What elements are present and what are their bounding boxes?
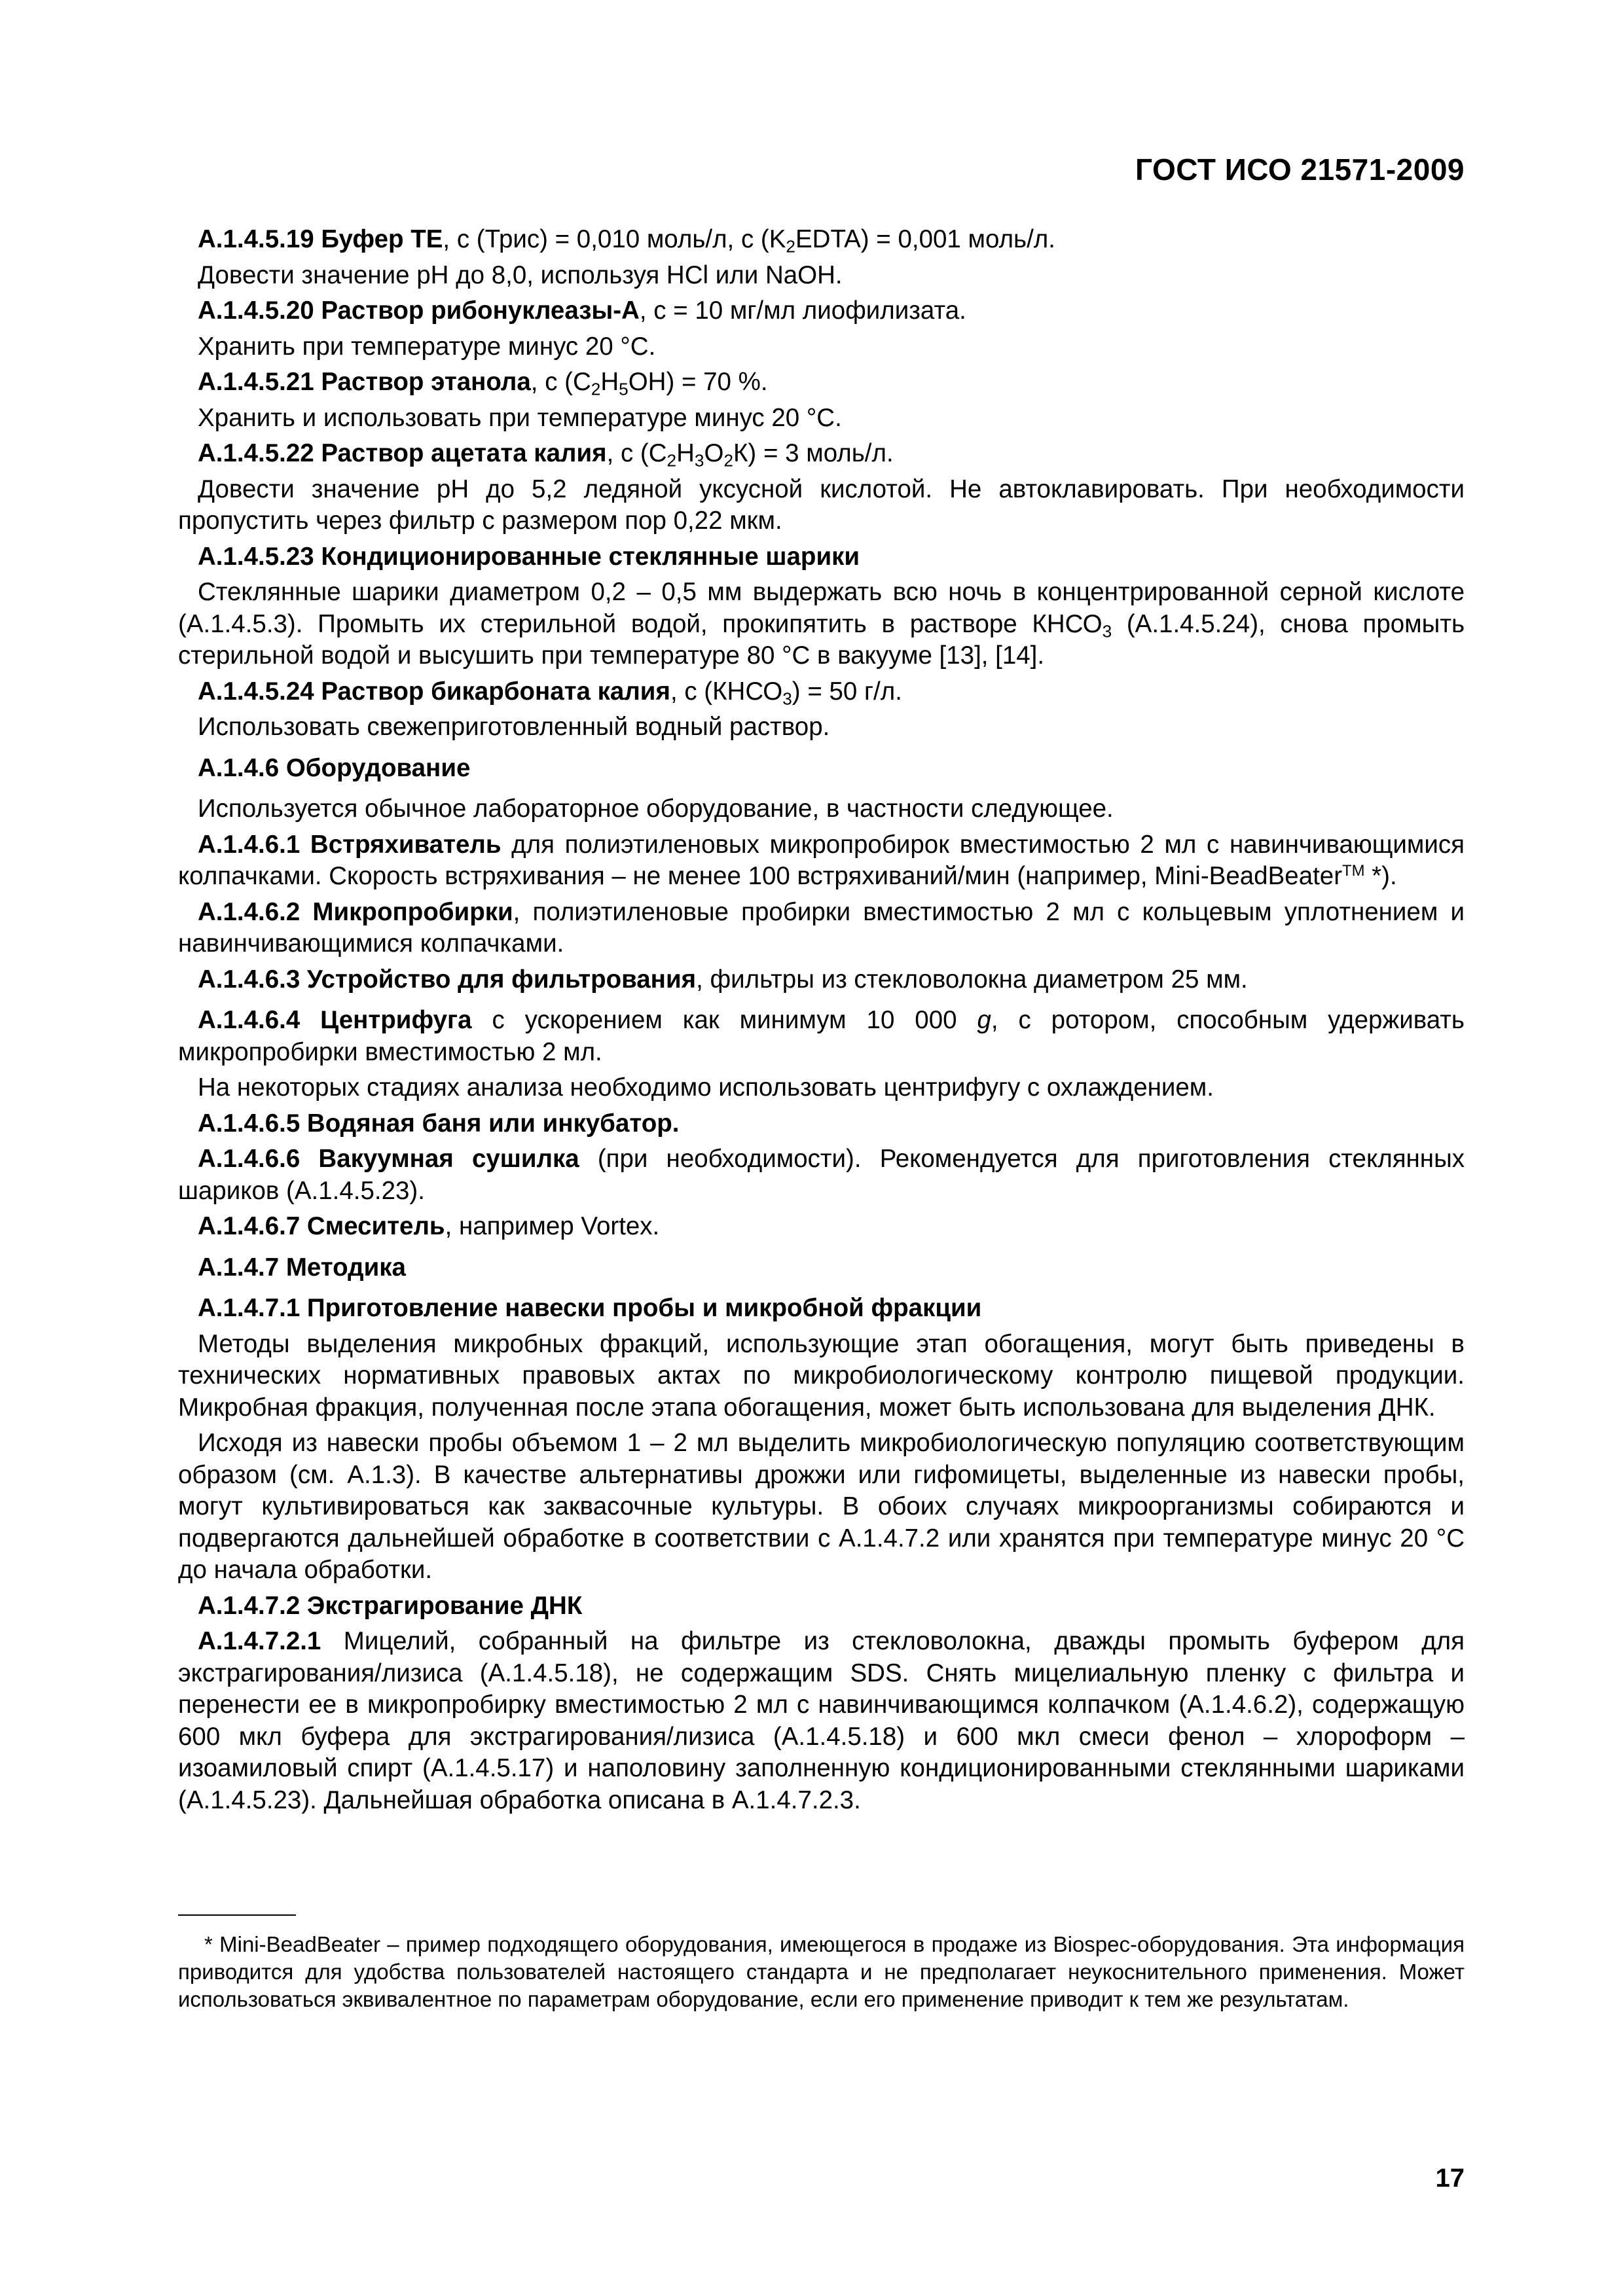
paragraph-a14524: А.1.4.5.24 Раствор бикарбоната калия, с $(КНСО_3) = 50$ г/л.	[198, 677, 902, 708]
document-body	[178, 224, 1465, 1820]
paragraph-a1463: А.1.4.6.3 Устройство для фильтрования, фильтры из стекловолокна диаметром 25 мм.	[198, 965, 1248, 994]
paragraph-a1464: А.1.4.6.4 Центрифуга с ускорением как минимум 10 000 g, с ротором, способным удерживать микропробирки вместимостью 2 мл.	[178, 1006, 1465, 1066]
paragraph: Используется обычное лабораторное оборудование, в частности следующее.	[198, 795, 1114, 823]
item-heading: А.1.4.5.21 Раствор этанола	[198, 368, 531, 396]
subsection-heading-a1471: А.1.4.7.1 Приготовление навески пробы и микробной фракции	[198, 1294, 982, 1322]
paragraph: Довести значение pH до 5,2 ледяной уксусной кислотой. Не автоклавировать. При необходимости пропустить через фильтр с размером пор 0,22 мкм.	[178, 475, 1465, 535]
section-heading-a146: А.1.4.6 Оборудование	[198, 753, 471, 782]
item-heading: А.1.4.6.6 Вакуумная сушилка	[198, 1145, 579, 1173]
paragraph-a14721: А.1.4.7.2.1 Мицелий, собранный на фильтре из стекловолокна, дважды промыть буфером для экстрагирования/лизиса (А.1.4.5.18), не содержащим SDS. Снять мицелиальную пленку с фильтра и перенести ее в микропробирку вместимостью 2 мл с навинчивающимся колпачком (А.1.4.6.2), содержащую 600 мкл буфера для экстрагирования/лизиса (А.1.4.5.18) и 600 мкл смеси фенол – хлороформ – изоамиловый спирт (А.1.4.5.17) и наполовину заполненную кондиционированными стеклянными шариками (А.1.4.5.23). Дальнейшая обработка описана в А.1.4.7.2.3.	[178, 1627, 1465, 1814]
item-heading: А.1.4.5.24 Раствор бикарбоната калия	[198, 677, 670, 706]
paragraph-a14520: А.1.4.5.20 Раствор рибонуклеазы-А, с = 10 мг/мл лиофилизата.	[198, 296, 966, 325]
paragraph-a1466: А.1.4.6.6 Вакуумная сушилка (при необходимости). Рекомендуется для приготовления стеклянных шариков (А.1.4.5.23).	[178, 1145, 1465, 1205]
item-heading: А.1.4.7.2.1	[198, 1627, 321, 1655]
paragraph-a14519: А.1.4.5.19 Буфер ТЕ, с (Трис) = 0,010 моль/л, с $(K_2EDTA) = 0,001$ моль/л.	[198, 225, 1055, 257]
item-heading: А.1.4.5.19 Буфер ТЕ	[198, 225, 443, 253]
item-heading: А.1.4.6.4 Центрифуга	[198, 1006, 472, 1034]
item-heading: А.1.4.5.22 Раствор ацетата калия	[198, 439, 607, 467]
paragraph-a14522: А.1.4.5.22 Раствор ацетата калия, с $(С_2Н_3О_2К) = 3$ моль/л.	[198, 439, 894, 471]
document-number-header: ГОСТ ИСО 21571-2009	[1135, 152, 1465, 187]
paragraph: Использовать свежеприготовленный водный раствор.	[198, 713, 830, 741]
paragraph: Исходя из навески пробы объемом 1 – 2 мл выделить микробиологическую популяцию соответствующим образом (см. А.1.3). В качестве альтернативы дрожжи или гифомицеты, выделенные из навески пробы, могут культивироваться как заквасочные культуры. В обоих случаях микроорганизмы собираются и подвергаются дальнейшей обработке в соответствии с А.1.4.7.2 или хранятся при температуре минус 20 °С до начала обработки.	[178, 1429, 1465, 1584]
paragraph: Стеклянные шарики диаметром 0,2 – 0,5 мм выдержать всю ночь в концентрированной серной кислоте (А.1.4.5.3). Промыть их стерильной водой, прокипятить в растворе $КНСО_3$ (А.1.4.5.24), снова промыть стерильной водой и высушить при температуре 80 °С в вакууме [13], [14].	[178, 578, 1465, 670]
page-number: 17	[1435, 2164, 1465, 2193]
paragraph-a1461: А.1.4.6.1 Встряхиватель для полиэтиленовых микропробирок вместимостью 2 мл с навинчивающимися колпачками. Скорость встряхивания – не менее 100 встряхиваний/мин (например, Mini-BeadBeater™ *).	[178, 830, 1465, 890]
paragraph: На некоторых стадиях анализа необходимо использовать центрифугу с охлаждением.	[198, 1073, 1214, 1102]
item-heading: А.1.4.6.2 Микропробирки	[198, 897, 513, 926]
paragraph: Хранить и использовать при температуре минус 20 °С.	[198, 403, 842, 432]
paragraph-a1462: А.1.4.6.2 Микропробирки, полиэтиленовые пробирки вместимостью 2 мл с кольцевым уплотнением и навинчивающимися колпачками.	[178, 897, 1465, 958]
paragraph: Методы выделения микробных фракций, использующие этап обогащения, могут быть приведены в технических нормативных правовых актах по микробиологическому контролю пищевой продукции. Микробная фракция, полученная после этапа обогащения, может быть использована для выделения ДНК.	[178, 1329, 1465, 1422]
paragraph-a1467: А.1.4.6.7 Смеситель, например Vortex.	[198, 1212, 660, 1240]
paragraph-a14523	[178, 541, 1465, 573]
item-heading: А.1.4.6.5 Водяная баня или инкубатор.	[198, 1109, 680, 1138]
item-heading: А.1.4.6.3 Устройство для фильтрования	[198, 965, 697, 994]
footnote: * Mini-BeadBeater – пример подходящего оборудования, имеющегося в продаже из Biospec-оборудования. Эта информация приводится для удобства пользователей настоящего стандарта и не предполагает неукоснительного применения. Может использоваться эквивалентное по параметрам оборудование, если его применение приводит к тем же результатам.	[178, 1932, 1465, 2011]
footnote-separator	[178, 1914, 296, 1916]
subsection-heading-a1472: А.1.4.7.2 Экстрагирование ДНК	[198, 1591, 583, 1620]
item-heading: А.1.4.5.23 Кондиционированные стеклянные шарики	[198, 542, 860, 571]
item-heading: А.1.4.5.20 Раствор рибонуклеазы-А	[198, 296, 640, 325]
item-heading: А.1.4.6.7 Смеситель	[198, 1212, 445, 1240]
paragraph: Хранить при температуре минус 20 °С.	[198, 332, 656, 361]
paragraph: Довести значение pH до 8,0, используя HCl или NaOH.	[198, 260, 843, 289]
item-heading: А.1.4.6.1 Встряхиватель	[198, 830, 501, 859]
paragraph-a1465	[178, 1108, 1465, 1140]
section-heading-a147: А.1.4.7 Методика	[198, 1253, 406, 1282]
paragraph-a14521: А.1.4.5.21 Раствор этанола, с $(С_2Н_5ОН) = 70$ %.	[198, 368, 768, 399]
